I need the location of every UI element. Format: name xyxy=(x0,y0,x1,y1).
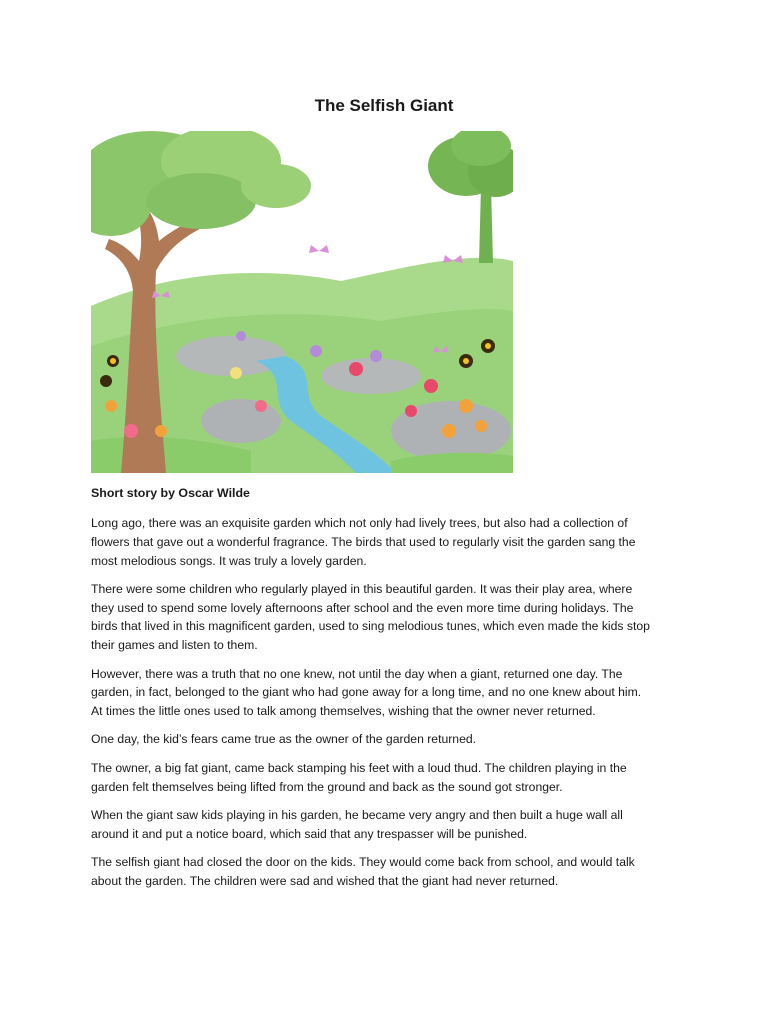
text-line: about the garden. The children were sad and wished that the giant had never returned. xyxy=(91,873,559,888)
text-line: their games and listen to them. xyxy=(91,638,258,653)
paragraph xyxy=(91,806,691,844)
paragraph xyxy=(91,514,691,570)
paragraph xyxy=(91,665,691,721)
paragraph xyxy=(91,853,691,891)
text-line: Long ago, there was an exquisite garden which not only had lively trees, but also had a collection of xyxy=(91,516,628,530)
text-line: The selfish giant had closed the door on the kids. They would come back from school, and would talk xyxy=(91,854,635,869)
text-line: One day, the kid’s fears came true as the owner of the garden returned. xyxy=(91,732,477,747)
text-line: birds that lived in this magnificent garden, used to sing melodious tunes, which even made the kids stop xyxy=(91,619,650,634)
text-line: At times the little ones used to talk among themselves, wishing that the owner never returned. xyxy=(91,704,596,719)
text-line: garden, in fact, belonged to the giant who had gone away for a long time, and no one knew about him. xyxy=(91,685,642,700)
text-line: There were some children who regularly played in this beautiful garden. It was their play area, where xyxy=(91,581,633,596)
paragraph xyxy=(91,580,691,655)
story-byline: Short story by Oscar Wilde xyxy=(91,486,250,500)
paragraph xyxy=(91,759,691,797)
text-line: they used to spend some lovely afternoons after school and the even more time during holidays. The xyxy=(91,600,634,615)
text-line: When the giant saw kids playing in his garden, he became very angry and then built a huge wall all xyxy=(91,807,623,822)
story-body xyxy=(91,514,691,900)
text-line: flowers that gave out a wonderful fragrance. The birds that used to regularly visit the garden sang the xyxy=(91,534,636,549)
text-line: The owner, a big fat giant, came back stamping his feet with a loud thud. The children playing in the xyxy=(91,760,627,775)
paragraph xyxy=(91,730,691,749)
text-line: most melodious songs. It was truly a lovely garden. xyxy=(91,553,367,568)
text-line: However, there was a truth that no one knew, not until the day when a giant, returned one day. The xyxy=(91,666,623,681)
text-line: around it and put a notice board, which said that any trespasser will be punished. xyxy=(91,826,528,841)
garden-illustration xyxy=(91,131,513,473)
text-line: garden felt themselves being lifted from the ground and back as the sound got stronger. xyxy=(91,779,563,794)
document-title: The Selfish Giant xyxy=(314,96,454,115)
